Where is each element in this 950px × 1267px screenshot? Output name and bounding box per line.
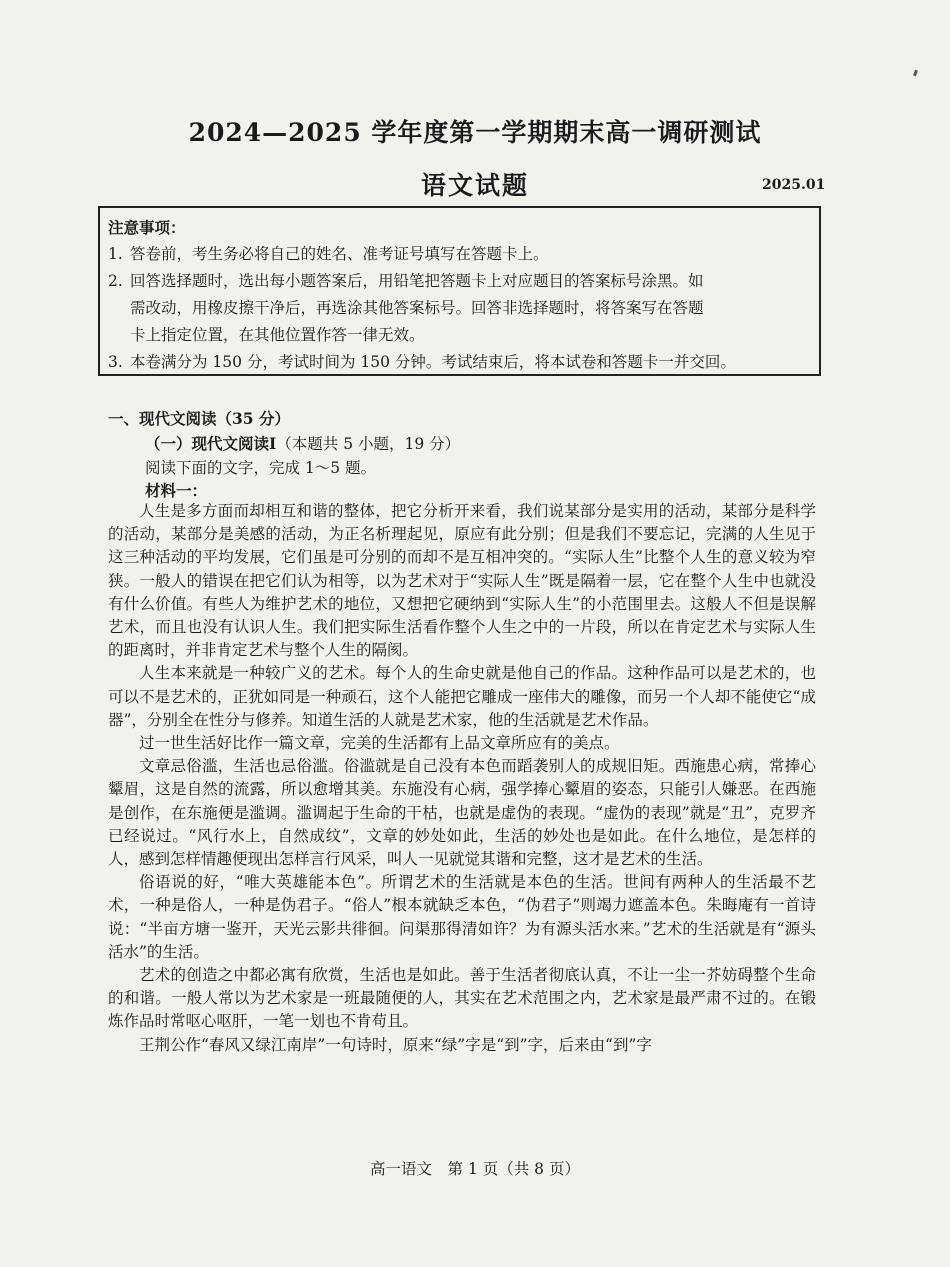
paragraph: 王荆公作“春风又绿江南岸”一句诗时，原来“绿”字是“到”字，后来由“到”字 — [139, 1035, 652, 1054]
notice-item-continued: 卡上指定位置，在其他位置作答一律无效。 — [130, 326, 425, 344]
paragraph: 俗语说的好，“唯大英雄能本色”。所谓艺术的生活就是本色的生活。世间有两种人的生活最不艺术，一种是俗人，一种是伪君子。“俗人”根本就缺乏本色，“伪君子”则竭力遮盖本色。朱晦庵有一首诗说：“半亩方塘一鉴开，天光云影共徘徊。问渠那得清如许？为有源头活水来。”艺术的生活就是有“源头活水”的生活。 — [108, 873, 816, 961]
scan-speck — [913, 70, 918, 77]
section-heading: 一、现代文阅读（35 分） — [108, 409, 290, 428]
notice-item-continued: 需改动，用橡皮擦干净后，再选涂其他答案标号。回答非选择题时，将答案写在答题 — [130, 299, 704, 317]
notice-heading: 注意事项： — [108, 218, 186, 237]
reading-instruction: 阅读下面的文字，完成 1～5 题。 — [145, 459, 377, 477]
subsection-heading — [145, 432, 460, 454]
paragraph: 人生本来就是一种较广义的艺术。每个人的生命史就是他自己的作品。这种作品可以是艺术的，也可以不是艺术的，正犹如同是一种顽石，这个人能把它雕成一座伟大的雕像，而另一个人却不能使它“成器”，分别全在性分与修养。知道生活的人就是艺术家，他的生活就是艺术作品。 — [108, 664, 816, 729]
notice-item: 2. 回答选择题时，选出每小题答案后，用铅笔把答题卡上对应题目的答案标号涂黑。如 — [108, 272, 704, 290]
paragraph: 艺术的创造之中都必寓有欣赏，生活也是如此。善于生活者彻底认真，不让一尘一芥妨碍整个生命的和谐。一般人常以为艺术家是一班最随便的人，其实在艺术范围之内，艺术家是最严肃不过的。在锻炼作品时常呕心呕肝，一笔一划也不肯苟且。 — [108, 966, 816, 1031]
exam-title: 2024—2025 学年度第一学期期末高一调研测试 — [188, 118, 762, 147]
notice-item: 3. 本卷满分为 150 分，考试时间为 150 分钟。考试结束后，将本试卷和答题卡一并交回。 — [108, 353, 736, 371]
notice-item: 1. 答卷前，考生务必将自己的姓名、准考证号填写在答题卡上。 — [108, 245, 549, 263]
page-footer: 高一语文 第 1 页（共 8 页） — [370, 1160, 580, 1178]
paragraph: 过一世生活好比作一篇文章，完美的生活都有上品文章所应有的美点。 — [139, 734, 620, 753]
paragraph: 人生是多方面而却相互和谐的整体，把它分析开来看，我们说某部分是实用的活动，某部分是科学的活动，某部分是美感的活动，为正名析理起见，原应有此分别；但是我们不要忘记，完满的人生见于这三种活动的平均发展，它们虽是可分别的而却不是互相冲突的。“实际人生”比整个人生的意义较为窄狭。一般人的错误在把它们认为相等，以为艺术对于“实际人生”既是隔着一层，它在整个人生中也就没有什么价值。有些人为维护艺术的地位，又想把它硬纳到“实际人生”的小范围里去。这般人不但是误解艺术，而且也没有认识人生。我们把实际生活看作整个人生之中的一片段，所以在肯定艺术与实际人生的距离时，并非肯定艺术与整个人生的隔阂。 — [108, 502, 816, 660]
exam-subtitle: 语文试题 — [420, 171, 529, 200]
subsection-note: （本题共 5 小题，19 分） — [276, 435, 461, 453]
subsection-label: （一）现代文阅读Ⅰ — [145, 434, 277, 453]
passage-text — [108, 500, 816, 1057]
exam-date: 2025.01 — [762, 177, 826, 193]
material-label: 材料一： — [145, 481, 208, 500]
notice-box — [98, 206, 821, 376]
paragraph: 文章忌俗滥，生活也忌俗滥。俗滥就是自己没有本色而蹈袭别人的成规旧矩。西施患心病，常捧心颦眉，这是自然的流露，所以愈增其美。东施没有心病，强学捧心颦眉的姿态，只能引人嫌恶。在西施是创作，在东施便是滥调。滥调起于生命的干枯，也就是虚伪的表现。“虚伪的表现”就是“丑”，克罗齐已经说过。“风行水上，自然成纹”，文章的妙处如此，生活的妙处也是如此。在什么地位，是怎样的人，感到怎样情趣便现出怎样言行风采，叫人一见就觉其谐和完整，这才是艺术的生活。 — [108, 757, 816, 869]
